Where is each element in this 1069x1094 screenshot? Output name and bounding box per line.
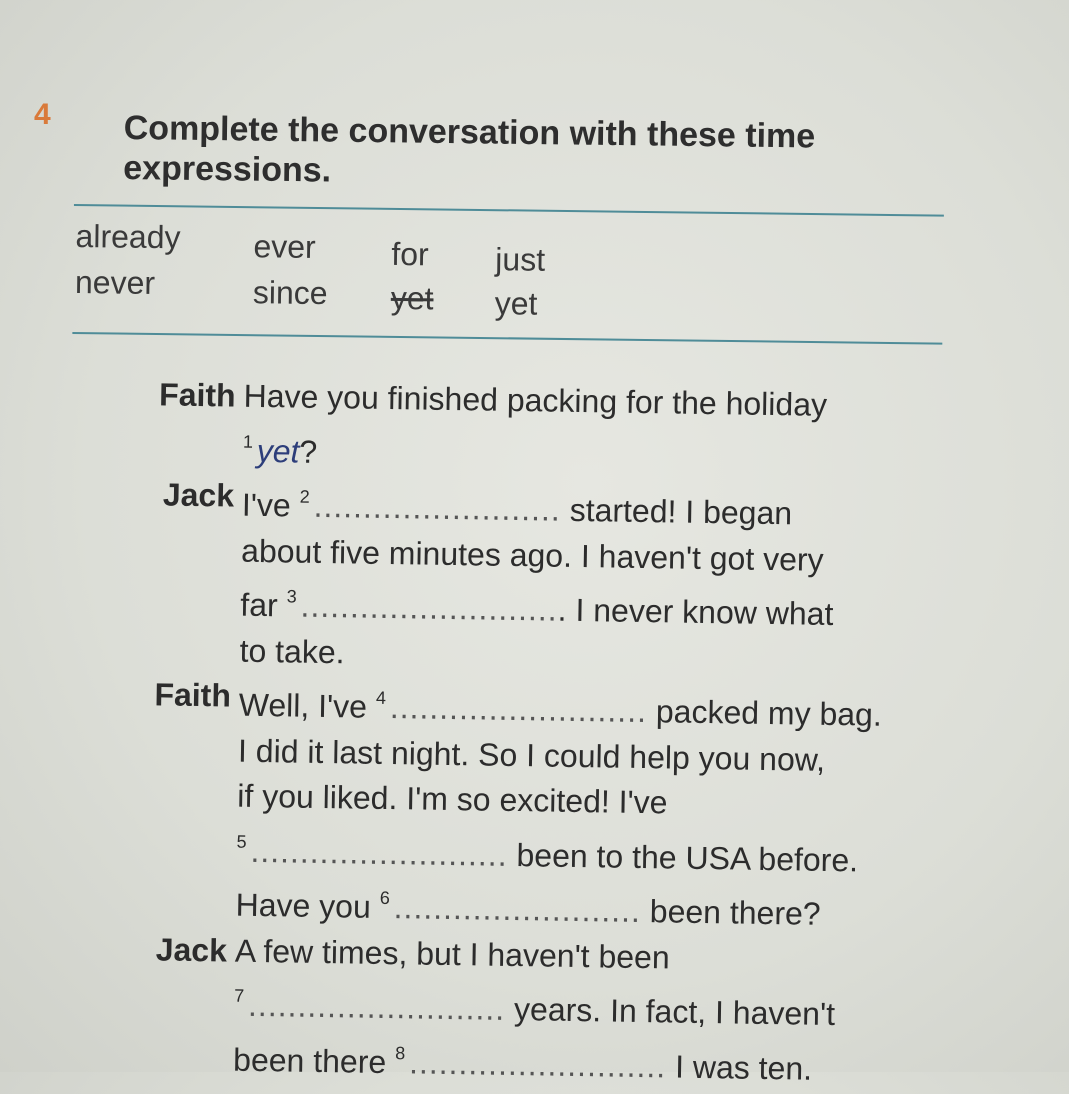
speech-line: Have you finished packing for the holiday bbox=[243, 377, 828, 423]
exercise-number: 4 bbox=[34, 98, 51, 131]
speaker-name: Faith bbox=[158, 376, 236, 414]
speech-text: packed my bag. bbox=[655, 693, 883, 733]
turn-jack-2 bbox=[125, 926, 957, 1094]
speech-text: I've bbox=[241, 486, 292, 524]
speech-text: Have you bbox=[235, 886, 372, 925]
speech-line: A few times, but I haven't been bbox=[234, 932, 670, 975]
gap-number: 4 bbox=[375, 687, 387, 708]
answer-gap-7[interactable]: .......................... bbox=[247, 986, 506, 1027]
instruction-line-1: Complete the conversation with these time bbox=[123, 108, 816, 156]
speech-line bbox=[240, 574, 963, 640]
speech bbox=[242, 374, 965, 485]
answer-gap-6[interactable]: ......................... bbox=[393, 889, 642, 929]
speaker-name: Jack bbox=[155, 930, 228, 968]
speech-text: started! I began bbox=[569, 491, 793, 532]
speech bbox=[235, 674, 961, 940]
speech-line: I did it last night. So I could help you now, bbox=[237, 732, 826, 778]
gap-number: 7 bbox=[234, 985, 245, 1006]
word-just: just bbox=[495, 241, 546, 278]
speech-line: to take. bbox=[239, 632, 345, 670]
gap-number: 1 bbox=[242, 431, 254, 452]
answer-gap-2[interactable]: ......................... bbox=[313, 487, 562, 528]
speech-text: Well, I've bbox=[238, 686, 368, 725]
word-yet-crossed: yet bbox=[390, 279, 434, 317]
instruction-line-2: expressions. bbox=[123, 148, 332, 190]
word-since: since bbox=[252, 274, 328, 312]
word-for: for bbox=[391, 235, 429, 273]
word-box bbox=[72, 200, 944, 351]
gap-number: 3 bbox=[286, 586, 297, 607]
gap-number: 8 bbox=[395, 1042, 406, 1063]
speaker-name: Jack bbox=[162, 476, 235, 514]
word-already: already bbox=[75, 218, 181, 256]
speech-text: . I never know what bbox=[557, 591, 834, 632]
gap-number: 5 bbox=[236, 831, 247, 852]
speech-text: been there bbox=[232, 1041, 387, 1080]
word-yet: yet bbox=[494, 285, 538, 322]
speech-text: been there? bbox=[649, 893, 821, 932]
word-ever: ever bbox=[253, 228, 316, 265]
answer-gap-4[interactable]: .......................... bbox=[389, 689, 648, 730]
word-never: never bbox=[74, 264, 156, 301]
exercise-instruction bbox=[123, 108, 944, 198]
speech bbox=[239, 474, 964, 685]
turn-jack-1 bbox=[131, 472, 964, 685]
gap-number: 6 bbox=[379, 887, 391, 909]
speech-text: I was ten. bbox=[674, 1048, 813, 1087]
turn-faith-2 bbox=[127, 672, 961, 940]
speech-text: far bbox=[240, 586, 278, 624]
speech-line: about five minutes ago. I haven't got very bbox=[240, 532, 824, 578]
speech-text: years. In fact, I haven't bbox=[513, 991, 836, 1033]
speech bbox=[233, 928, 957, 1094]
answer-gap-8[interactable]: .......................... bbox=[408, 1043, 667, 1084]
conversation bbox=[125, 372, 966, 1094]
word-box-bottom-rule bbox=[72, 332, 942, 345]
answer-gap-5[interactable]: .......................... bbox=[250, 832, 508, 873]
speaker-name: Faith bbox=[154, 676, 232, 714]
answer-gap-3[interactable]: .......................... bbox=[300, 587, 559, 628]
gap-number: 2 bbox=[299, 486, 310, 507]
speech-line: if you liked. I'm so excited! I've bbox=[237, 777, 668, 821]
speech-line bbox=[233, 1028, 956, 1094]
speech-text: been to the USA before. bbox=[516, 836, 859, 878]
speech-text: ? bbox=[299, 433, 318, 470]
word-box-top-rule bbox=[74, 204, 944, 217]
turn-faith-1 bbox=[134, 372, 965, 485]
example-answer: yet bbox=[256, 432, 300, 470]
